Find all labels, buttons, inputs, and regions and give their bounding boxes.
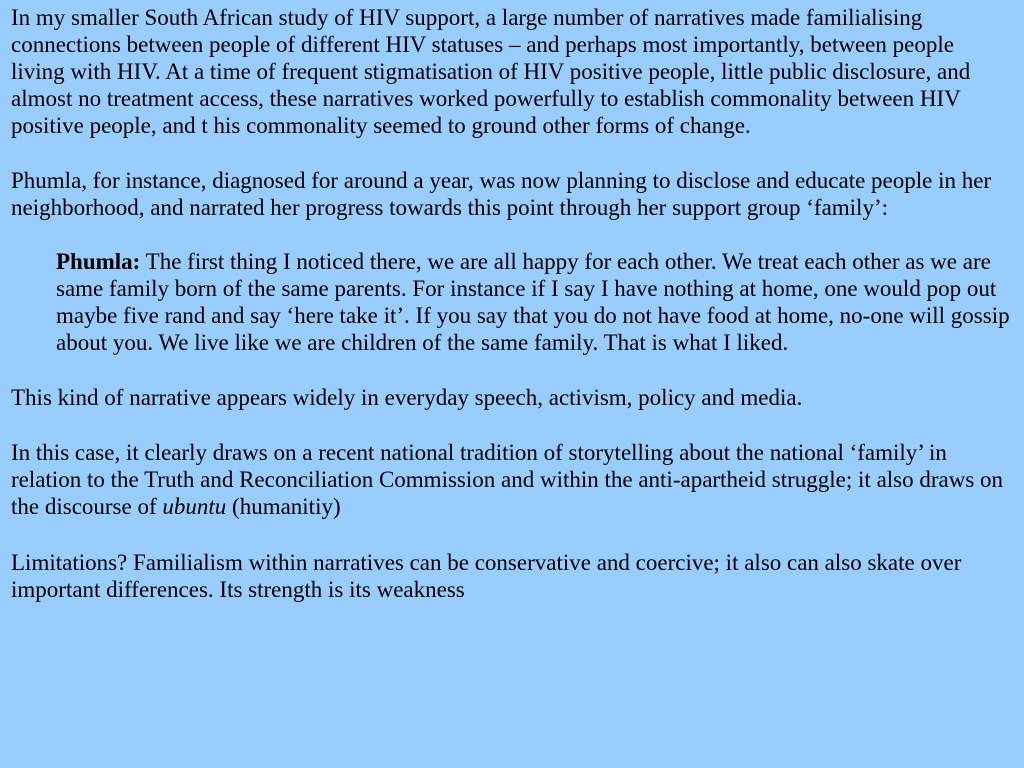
paragraph-phumla-intro: Phumla, for instance, diagnosed for around a year, was now planning to disclose and educate people in her neighborhood, and narrated her progress towards this point through her support group ‘family’: <box>11 168 992 220</box>
block-quote <box>56 248 1012 356</box>
paragraph-limitations: Limitations? Familialism within narratives can be conservative and coercive; it also can also skate over important differences. Its strength is its weakness <box>11 550 962 602</box>
paragraph-narrative-widely: This kind of narrative appears widely in everyday speech, activism, policy and media. <box>11 385 803 410</box>
paragraph-national-tradition <box>11 439 1012 520</box>
tradition-text-end: (humanitiy) <box>226 494 341 519</box>
tradition-text: In this case, it clearly draws on a recent national tradition of storytelling about the national ‘family’ in relation to the Truth and Reconciliation Commission and within the anti-apartheid struggle; it also draws on the discourse of <box>11 440 1004 519</box>
quote-speaker: Phumla: <box>56 249 141 274</box>
ubuntu-term: ubuntu <box>162 494 227 519</box>
paragraph-study-intro: In my smaller South African study of HIV support, a large number of narratives made familialising connections between people of different HIV statuses – and perhaps most importantly, between people living with HIV. At a time of frequent stigmatisation of HIV positive people, little public disclosure, and almost no treatment access, these narratives worked powerfully to establish commonality between HIV positive people, and t his commonality seemed to ground other forms of change. <box>11 5 971 138</box>
quote-text: The first thing I noticed there, we are all happy for each other. We treat each other as we are same family born of the same parents. For instance if I say I have nothing at home, one would pop out maybe five rand and say ‘here take it’. If you say that you do not have food at home, no-one will gossip about you. We live like we are children of the same family. That is what I liked. <box>56 249 1010 355</box>
